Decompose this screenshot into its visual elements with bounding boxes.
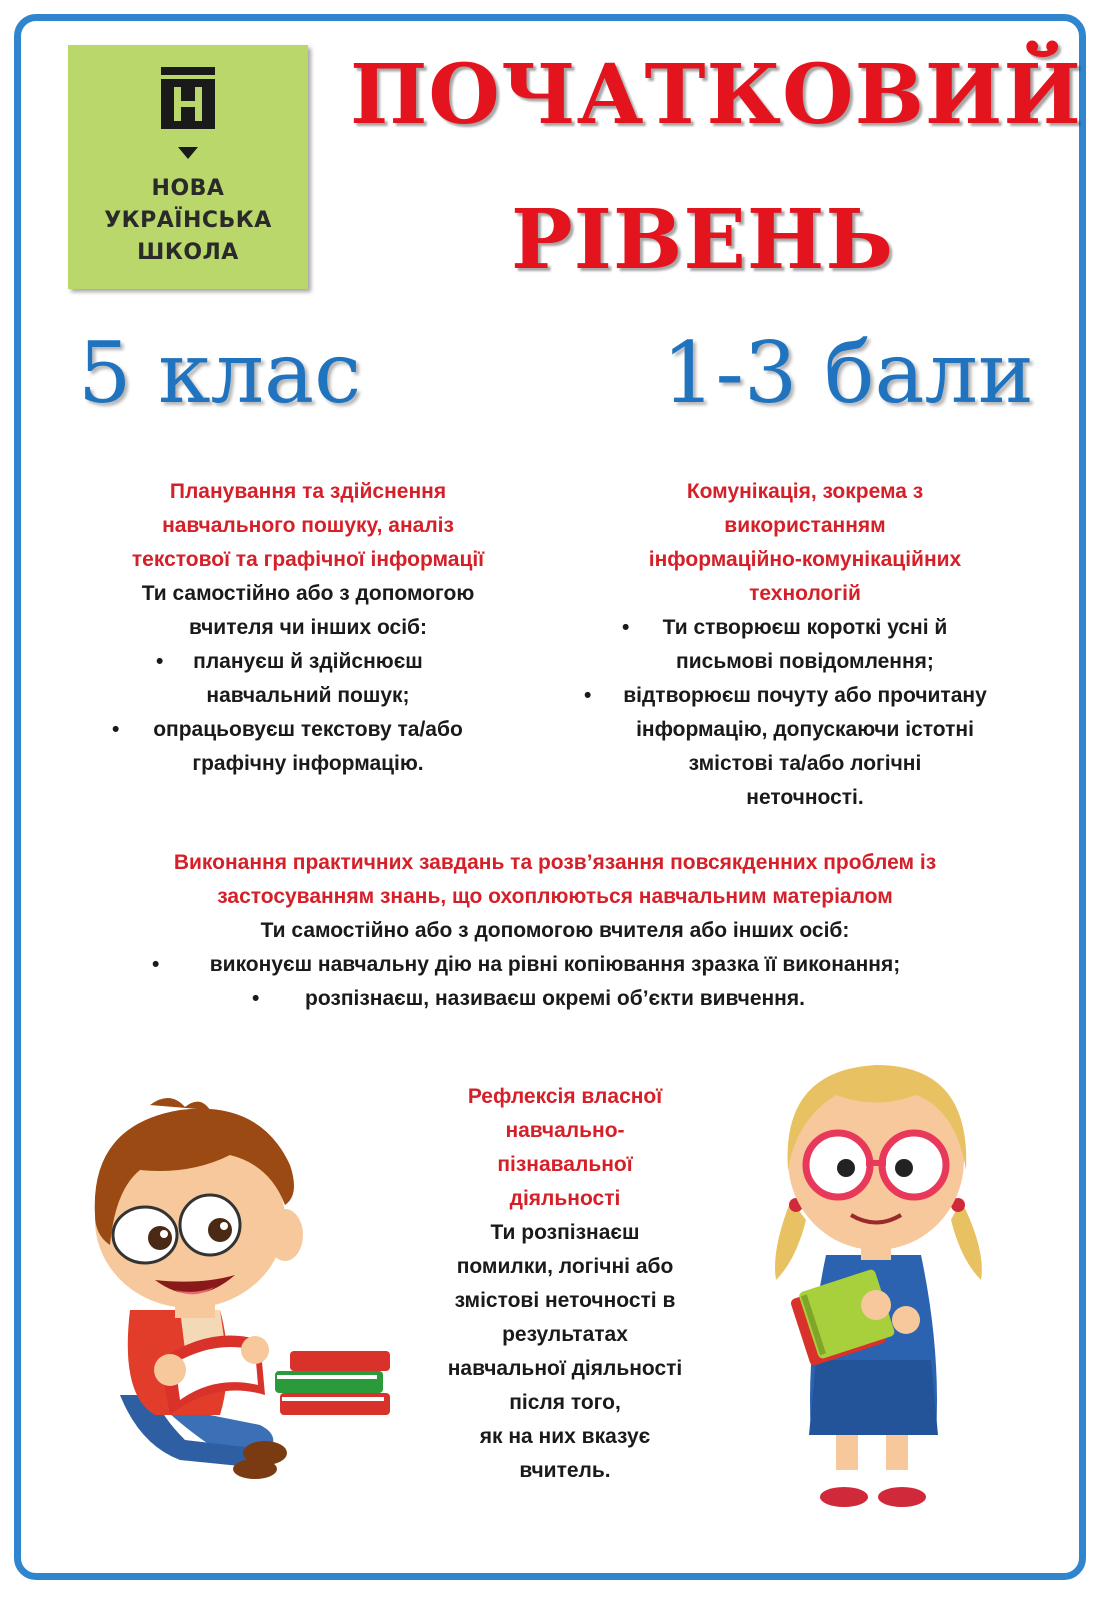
list-item — [570, 611, 1040, 679]
nus-logo-icon — [161, 67, 215, 129]
section-planning — [98, 475, 518, 781]
section-communication-heading-2: використанням — [724, 514, 886, 537]
logo-line-3: ШКОЛА — [137, 240, 239, 265]
logo-line-2: УКРАЇНСЬКА — [104, 208, 272, 233]
list-item-text: змістові та/або логічні — [688, 752, 922, 775]
section-planning-heading-2: навчального пошуку, аналіз — [162, 514, 454, 537]
list-item-text: виконуєш навчальну дію на рівні копіювання зразка її виконання; — [209, 953, 901, 976]
section-reflection-body-7: як на них вказує — [479, 1425, 651, 1448]
section-reflection-body-5: навчальної діяльності — [447, 1357, 683, 1380]
section-reflection-body-6: після того, — [509, 1391, 621, 1414]
section-communication-list — [570, 611, 1040, 815]
section-planning-heading-1: Планування та здійснення — [169, 480, 447, 503]
section-reflection-heading-1: Рефлексія власної — [467, 1085, 663, 1108]
bullet: • — [152, 953, 160, 976]
section-reflection-body-4: результатах — [502, 1323, 628, 1346]
section-planning-intro-2: вчителя чи інших осіб: — [188, 616, 427, 639]
girl-with-books-illustration — [766, 1050, 991, 1510]
title-line-1: ПОЧАТКОВИЙ — [350, 47, 1082, 143]
section-practical-heading-1: Виконання практичних завдань та розв’язання повсякденних проблем із — [173, 851, 937, 874]
triangle-down-icon — [178, 147, 198, 159]
list-item-text: опрацьовуєш текстову та/або — [153, 718, 463, 741]
list-item-text: плануєш й здійснюєш — [193, 650, 423, 673]
section-communication-heading-3: інформаційно-комунікаційних — [648, 548, 962, 571]
list-item-text: відтворюєш почуту або прочитану — [623, 684, 987, 707]
section-planning-heading-3: текстової та графічної інформації — [131, 548, 485, 571]
section-reflection-heading-4: діяльності — [509, 1187, 621, 1210]
boy-reading-illustration — [60, 1095, 405, 1480]
list-item-text: розпізнаєш, називаєш окремі об’єкти вивчення. — [305, 987, 805, 1010]
section-planning-intro-1: Ти самостійно або з допомогою — [141, 582, 475, 605]
section-reflection — [430, 1080, 700, 1488]
list-item — [570, 679, 1040, 815]
section-reflection-body-3: змістові неточності в — [454, 1289, 676, 1312]
section-practical-list — [60, 948, 1050, 1016]
bullet: • — [584, 684, 592, 707]
list-item-text: графічну інформацію. — [192, 752, 424, 775]
list-item — [60, 948, 1050, 982]
section-reflection-body-2: помилки, логічні або — [456, 1255, 674, 1278]
bullet: • — [156, 650, 164, 673]
grade-label: 5 клас — [78, 324, 362, 422]
section-practical — [60, 846, 1050, 1016]
list-item — [98, 645, 518, 713]
section-practical-heading-2: застосуванням знань, що охоплюються навчальним матеріалом — [217, 885, 893, 908]
title-line-2: РІВЕНЬ — [511, 192, 894, 288]
list-item-text: письмові повідомлення; — [676, 650, 934, 673]
score-label: 1-3 бали — [662, 324, 1034, 422]
section-communication-heading-4: технологій — [749, 582, 861, 605]
bullet: • — [112, 718, 120, 741]
section-reflection-body-8: вчитель. — [519, 1459, 611, 1482]
bullet: • — [252, 987, 260, 1010]
list-item-text: неточності. — [746, 786, 864, 809]
section-planning-list — [98, 645, 518, 781]
section-communication-heading-1: Комунікація, зокрема з — [686, 480, 924, 503]
list-item-text: Ти створюєш короткі усні й — [662, 616, 948, 639]
bullet: • — [622, 616, 630, 639]
section-reflection-heading-3: пізнавальної — [497, 1153, 633, 1176]
section-communication — [570, 475, 1040, 815]
nus-logo — [68, 45, 308, 289]
list-item-text: інформацію, допускаючи істотні — [636, 718, 974, 741]
list-item-text: навчальний пошук; — [206, 684, 410, 707]
list-item — [60, 982, 1050, 1016]
logo-line-1: НОВА — [151, 176, 225, 201]
section-reflection-heading-2: навчально- — [505, 1119, 625, 1142]
section-practical-intro: Ти самостійно або з допомогою вчителя або інших осіб: — [260, 919, 850, 942]
list-item — [98, 713, 518, 781]
section-reflection-body-1: Ти розпізнаєш — [490, 1221, 640, 1244]
